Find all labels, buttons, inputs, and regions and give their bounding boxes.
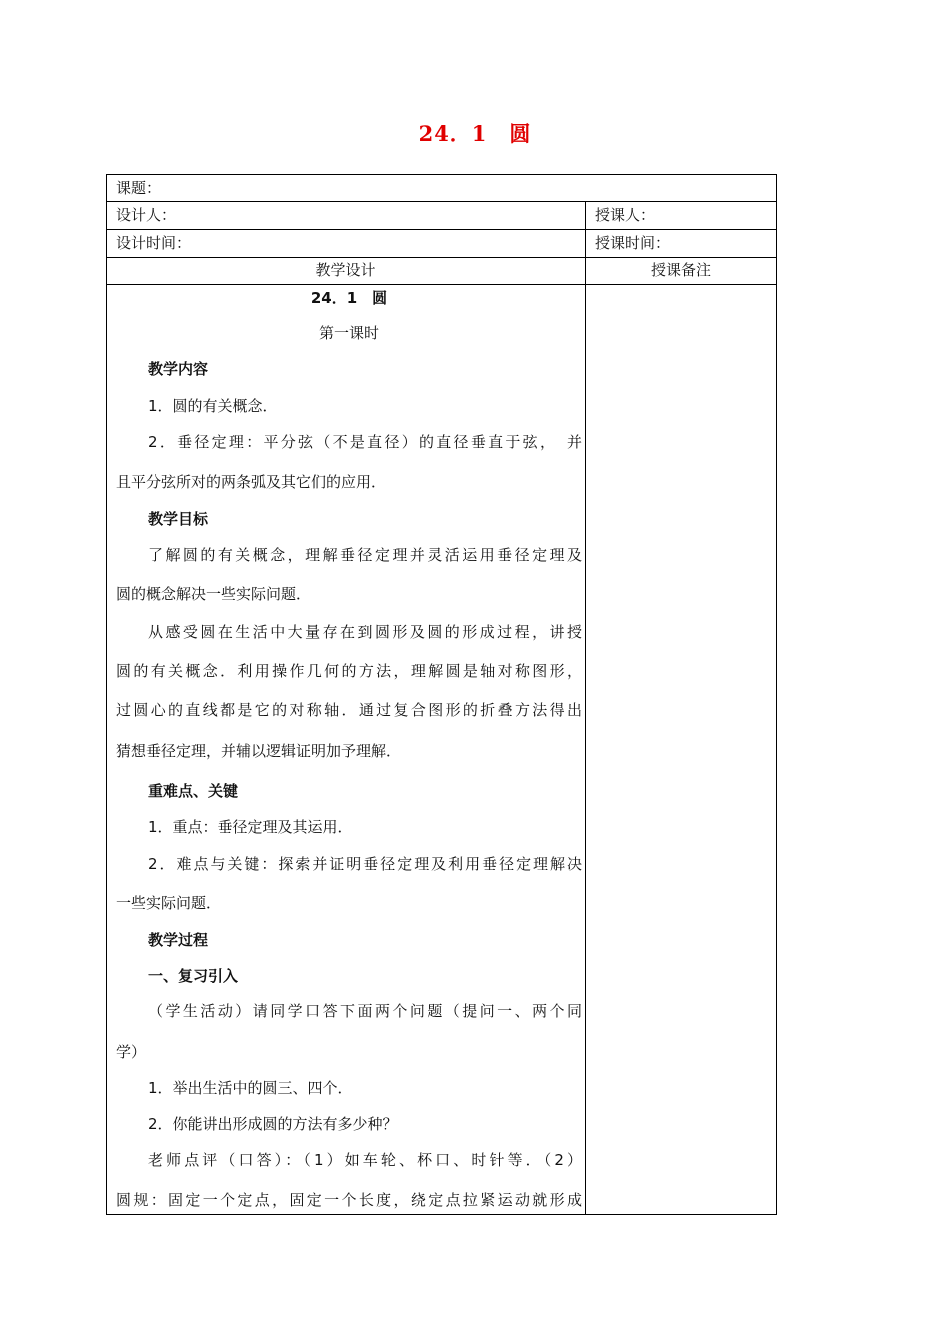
row-line bbox=[106, 257, 777, 258]
paragraph-line: 且平分弦所对的两条弧及其它们的应用． bbox=[116, 473, 387, 491]
document-title: 24．1 圆 bbox=[418, 121, 532, 146]
column-header-design: 教学设计 bbox=[315, 261, 376, 279]
row-line bbox=[106, 229, 777, 230]
paragraph-line: 1．重点：垂径定理及其运用． bbox=[148, 818, 353, 836]
paragraph-line: 圆的概念解决一些实际问题． bbox=[116, 585, 312, 603]
paragraph-line: 了解圆的有关概念，理解垂径定理并灵活运用垂径定理及 bbox=[148, 546, 582, 564]
topic-label: 课题： bbox=[116, 179, 162, 197]
paragraph-line: 1．圆的有关概念． bbox=[148, 397, 278, 415]
table-border-right bbox=[776, 174, 777, 1215]
paragraph-line: 圆的有关概念．利用操作几何的方法，理解圆是轴对称图形， bbox=[116, 662, 582, 680]
column-divider bbox=[585, 201, 586, 1215]
paragraph-line: （学生活动）请同学口答下面两个问题（提问一、两个同 bbox=[148, 1002, 582, 1020]
paragraph-line: 老师点评（口答）：（1）如车轮、杯口、时针等．（2） bbox=[148, 1151, 582, 1169]
content-heading: 24．1 圆 bbox=[310, 289, 388, 307]
section-heading: 教学目标 bbox=[148, 510, 209, 528]
teacher-label: 授课人： bbox=[595, 206, 656, 224]
design-time-label: 设计时间： bbox=[116, 234, 192, 252]
designer-label: 设计人： bbox=[116, 206, 177, 224]
section-heading: 教学过程 bbox=[148, 931, 209, 949]
session-label: 第一课时 bbox=[318, 324, 379, 342]
paragraph-line: 学） bbox=[116, 1043, 147, 1061]
table-border-top bbox=[106, 174, 777, 175]
paragraph-line: 从感受圆在生活中大量存在到圆形及圆的形成过程，讲授 bbox=[148, 623, 582, 641]
section-heading: 教学内容 bbox=[148, 360, 209, 378]
section-heading: 重难点、关键 bbox=[148, 782, 239, 800]
paragraph-line: 2．难点与关键：探索并证明垂径定理及利用垂径定理解决 bbox=[148, 855, 582, 873]
row-line bbox=[106, 284, 777, 285]
paragraph-line: 1．举出生活中的圆三、四个． bbox=[148, 1079, 353, 1097]
row-line bbox=[106, 201, 777, 202]
paragraph-line: 过圆心的直线都是它的对称轴．通过复合图形的折叠方法得出 bbox=[116, 701, 582, 719]
subsection-heading: 一、复习引入 bbox=[148, 967, 239, 985]
paragraph-line: 2．垂径定理：平分弦（不是直径）的直径垂直于弦， 并 bbox=[148, 433, 582, 451]
paragraph-line: 猜想垂径定理，并辅以逻辑证明加予理解． bbox=[116, 742, 402, 760]
paragraph-line: 2．你能讲出形成圆的方法有多少种？ bbox=[148, 1115, 398, 1133]
teach-time-label: 授课时间： bbox=[595, 234, 671, 252]
table-border-bottom bbox=[106, 1214, 777, 1215]
paragraph-line: 一些实际问题． bbox=[116, 894, 222, 912]
table-border-left bbox=[106, 174, 107, 1215]
paragraph-line: 圆规：固定一个定点，固定一个长度，绕定点拉紧运动就形成 bbox=[116, 1191, 582, 1209]
column-header-notes: 授课备注 bbox=[650, 261, 711, 279]
